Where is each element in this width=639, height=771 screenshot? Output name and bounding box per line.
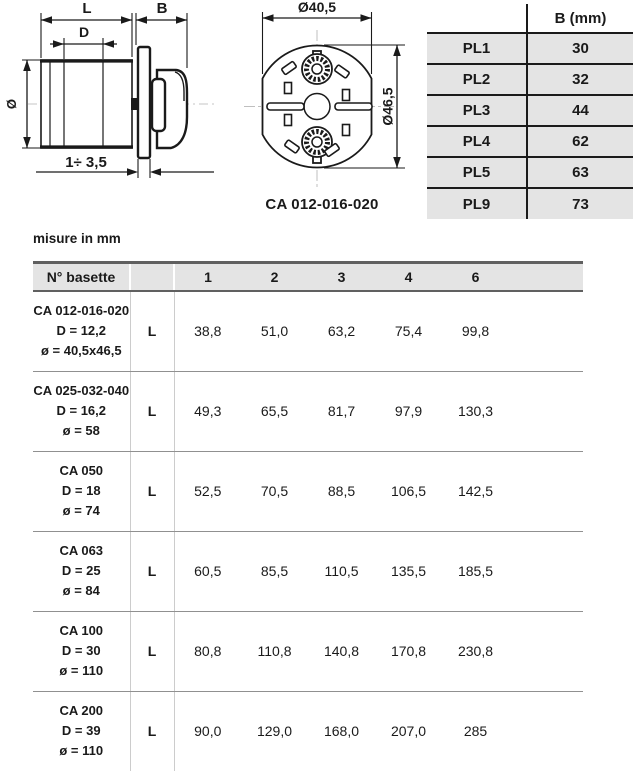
value-cell: 135,5 [375, 531, 442, 611]
dim-diameter-label: Ø [4, 98, 19, 110]
col-header-size: 6 [442, 263, 509, 292]
value-cell: 51,0 [241, 291, 308, 371]
plate-value: 62 [527, 126, 633, 157]
model-d: D = 25 [61, 562, 101, 578]
value-cell: 110,5 [308, 531, 375, 611]
model-d: D = 16,2 [56, 402, 106, 418]
model-name: CA 012-016-020 [33, 303, 130, 319]
b-table-header: B (mm) [554, 9, 607, 27]
value-cell: 85,5 [241, 531, 308, 611]
value-cell: 80,8 [174, 611, 241, 691]
value-cell: 140,8 [308, 611, 375, 691]
dim-panel-label: 1÷ 3,5 [65, 154, 107, 171]
value-cell: 49,3 [174, 371, 241, 451]
rear-view-drawing [222, 0, 422, 195]
table-row [33, 451, 583, 531]
side-view-drawing [0, 0, 220, 215]
model-name: CA 200 [59, 702, 104, 718]
table-row [427, 33, 633, 64]
plate-label: PL3 [427, 95, 527, 126]
value-cell: 168,0 [308, 691, 375, 771]
knob-grip [152, 79, 165, 131]
value-cell: 110,8 [241, 611, 308, 691]
panel-plate [138, 47, 150, 158]
model-cell [33, 371, 130, 451]
plate-label: PL1 [427, 33, 527, 64]
col-header-size: 4 [375, 263, 442, 292]
value-cell: 185,5 [442, 531, 509, 611]
table-row [33, 611, 583, 691]
table-row [427, 64, 633, 95]
col-header-size: 3 [308, 263, 375, 292]
l-cell: L [130, 371, 174, 451]
model-d: D = 30 [61, 642, 101, 658]
col-header-filler [509, 263, 583, 292]
plate-value: 63 [527, 157, 633, 188]
dim-flats-label: Ø40,5 [297, 0, 337, 15]
model-dia: ø = 40,5x46,5 [40, 343, 122, 359]
model-dia: ø = 110 [59, 663, 104, 679]
value-cell: 207,0 [375, 691, 442, 771]
model-dia: ø = 58 [62, 423, 100, 439]
dim-panel-thickness [36, 154, 214, 176]
value-cell: 97,9 [375, 371, 442, 451]
value-cell: 129,0 [241, 691, 308, 771]
model-d: D = 18 [61, 482, 101, 498]
switch-body [40, 60, 133, 148]
table-row [427, 157, 633, 188]
shaft-hole [304, 94, 330, 120]
model-dia: ø = 110 [59, 743, 104, 759]
plate-value: 32 [527, 64, 633, 95]
table-row [427, 126, 633, 157]
col-header-basette: N° basette [33, 263, 130, 292]
model-cell [33, 291, 130, 371]
plate-value: 73 [527, 188, 633, 219]
table-row [427, 95, 633, 126]
filler-cell [509, 451, 583, 531]
dim-height-label: Ø46,5 [379, 87, 396, 126]
table-row [33, 291, 583, 371]
b-dimension-table [427, 4, 633, 219]
main-table-header-row [33, 263, 583, 292]
value-cell: 99,8 [442, 291, 509, 371]
value-cell: 285 [442, 691, 509, 771]
model-dia: ø = 84 [62, 583, 100, 599]
value-cell: 52,5 [174, 451, 241, 531]
value-cell: 90,0 [174, 691, 241, 771]
value-cell: 65,5 [241, 371, 308, 451]
rear-view-caption: CA 012-016-020 [265, 196, 379, 213]
col-header-l [130, 263, 174, 292]
l-cell: L [130, 691, 174, 771]
dim-l [41, 0, 132, 24]
model-cell [33, 451, 130, 531]
value-cell: 142,5 [442, 451, 509, 531]
value-cell: 60,5 [174, 531, 241, 611]
model-name: CA 025-032-040 [33, 382, 130, 398]
dim-d-label: D [78, 24, 90, 40]
value-cell: 106,5 [375, 451, 442, 531]
filler-cell [509, 611, 583, 691]
l-cell: L [130, 291, 174, 371]
dim-b [136, 0, 187, 24]
col-header-size: 1 [174, 263, 241, 292]
dim-diameter [4, 60, 31, 148]
l-cell: L [130, 611, 174, 691]
value-cell: 38,8 [174, 291, 241, 371]
model-name: CA 100 [59, 622, 104, 638]
main-dimension-table [33, 261, 583, 771]
dim-b-label: B [156, 0, 168, 17]
filler-cell [509, 371, 583, 451]
plate-label: PL2 [427, 64, 527, 95]
table-row [427, 188, 633, 219]
model-d: D = 39 [61, 722, 101, 738]
plate-label: PL9 [427, 188, 527, 219]
filler-cell [509, 291, 583, 371]
model-cell [33, 611, 130, 691]
model-d: D = 12,2 [56, 323, 106, 339]
value-cell: 70,5 [241, 451, 308, 531]
model-name: CA 063 [59, 542, 104, 558]
filler-cell [509, 691, 583, 771]
model-name: CA 050 [59, 462, 104, 478]
plate-label: PL4 [427, 126, 527, 157]
model-dia: ø = 74 [62, 503, 100, 519]
filler-cell [509, 531, 583, 611]
model-cell [33, 691, 130, 771]
dim-l-label: L [82, 0, 92, 17]
table-row [33, 531, 583, 611]
l-cell: L [130, 531, 174, 611]
value-cell: 130,3 [442, 371, 509, 451]
table-row [33, 371, 583, 451]
b-table-blank-header [427, 4, 527, 33]
l-cell: L [130, 451, 174, 531]
plate-value: 44 [527, 95, 633, 126]
units-label: misure in mm [33, 231, 121, 246]
value-cell: 230,8 [442, 611, 509, 691]
col-header-size: 2 [241, 263, 308, 292]
b-table-header-row [427, 4, 633, 33]
plate-label: PL5 [427, 157, 527, 188]
value-cell: 170,8 [375, 611, 442, 691]
model-cell [33, 531, 130, 611]
dim-d [50, 24, 117, 48]
value-cell: 88,5 [308, 451, 375, 531]
value-cell: 63,2 [308, 291, 375, 371]
plate-value: 30 [527, 33, 633, 64]
value-cell: 81,7 [308, 371, 375, 451]
table-row [33, 691, 583, 771]
value-cell: 75,4 [375, 291, 442, 371]
